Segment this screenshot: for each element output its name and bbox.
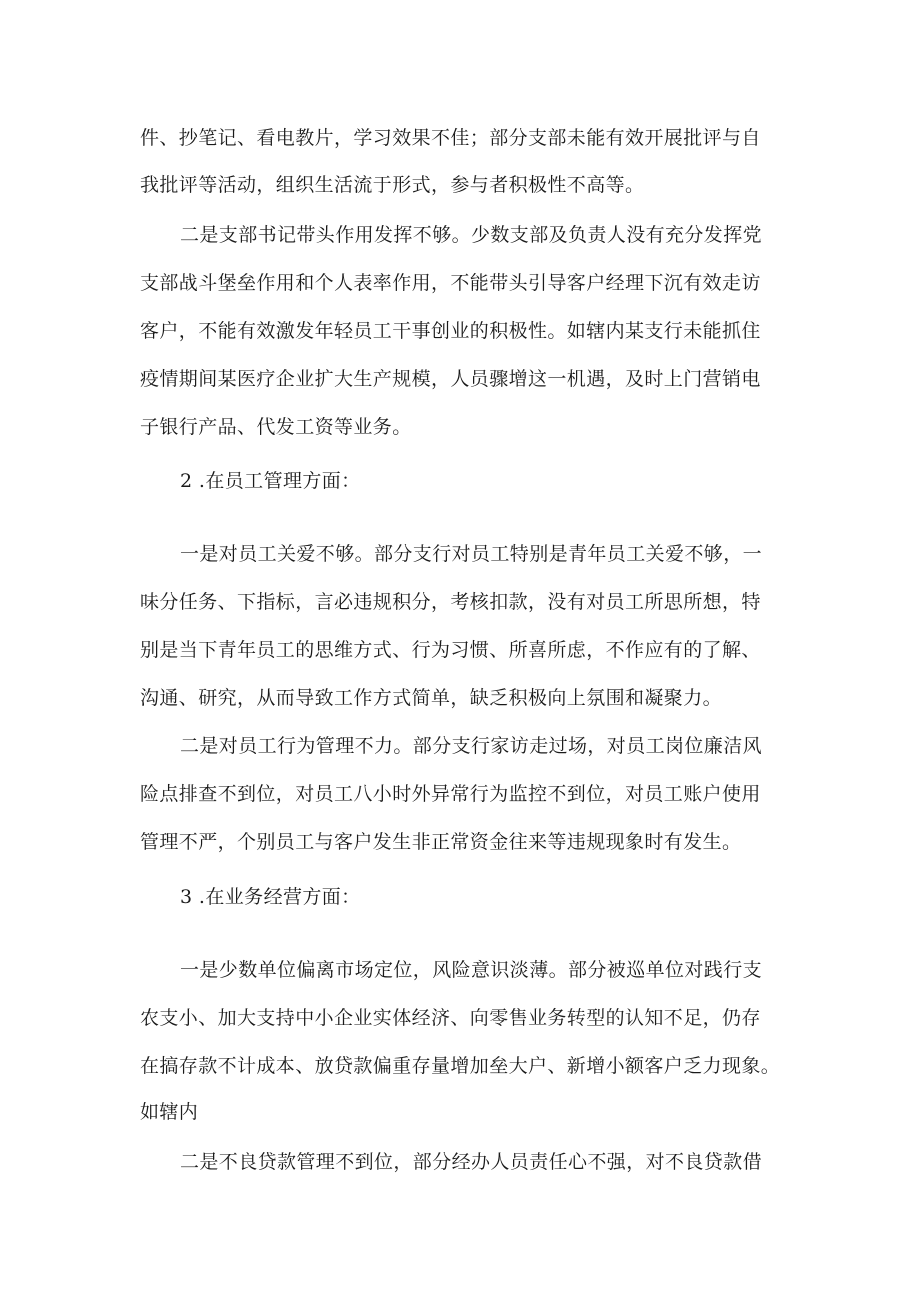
paragraph-line: 件、抄笔记、看电教片，学习效果不佳；部分支部未能有效开展批评与自	[140, 127, 761, 149]
paragraph-line: 客户，不能有效激发年轻员工干事创业的积极性。如辖内某支行未能抓住	[140, 320, 761, 342]
paragraph-line: 味分任务、下指标，言必违规积分，考核扣款，没有对员工所思所想，特	[140, 591, 761, 613]
section-heading: 2 .在员工管理方面：	[180, 470, 361, 492]
paragraph-line: 在搞存款不计成本、放贷款偏重存量增加垒大户、新增小额客户乏力现象。	[140, 1055, 781, 1077]
paragraph-line: 沟通、研究，从而导致工作方式简单，缺乏积极向上氛围和凝聚力。	[140, 687, 723, 709]
paragraph-line: 险点排查不到位，对员工八小时外异常行为监控不到位，对员工账户使用	[140, 783, 761, 805]
paragraph-line: 疫情期间某医疗企业扩大生产规模，人员骤增这一机遇，及时上门营销电	[140, 368, 761, 390]
paragraph-line: 农支小、加大支持中小企业实体经济、向零售业务转型的认知不足，仍存	[140, 1007, 761, 1029]
paragraph-line: 我批评等活动，组织生活流于形式，参与者积极性不高等。	[140, 174, 645, 196]
section-heading: 3 .在业务经营方面：	[180, 886, 361, 908]
paragraph-line: 子银行产品、代发工资等业务。	[140, 416, 412, 438]
paragraph-line: 一是少数单位偏离市场定位，风险意识淡薄。部分被巡单位对践行支	[180, 959, 763, 981]
paragraph-line: 一是对员工关爱不够。部分支行对员工特别是青年员工关爱不够，一	[180, 543, 763, 565]
paragraph-line: 别是当下青年员工的思维方式、行为习惯、所喜所虑，不作应有的了解、	[140, 639, 761, 661]
paragraph-line: 二是不良贷款管理不到位，部分经办人员责任心不强，对不良贷款借	[180, 1151, 763, 1173]
paragraph-line: 如辖内	[140, 1101, 199, 1123]
paragraph-line: 管理不严，个别员工与客户发生非正常资金往来等违规现象时有发生。	[140, 831, 742, 853]
paragraph-line: 支部战斗堡垒作用和个人表率作用，不能带头引导客户经理下沉有效走访	[140, 272, 761, 294]
paragraph-line: 二是对员工行为管理不力。部分支行家访走过场，对员工岗位廉洁风	[180, 735, 763, 757]
paragraph-line: 二是支部书记带头作用发挥不够。少数支部及负责人没有充分发挥党	[180, 224, 763, 246]
